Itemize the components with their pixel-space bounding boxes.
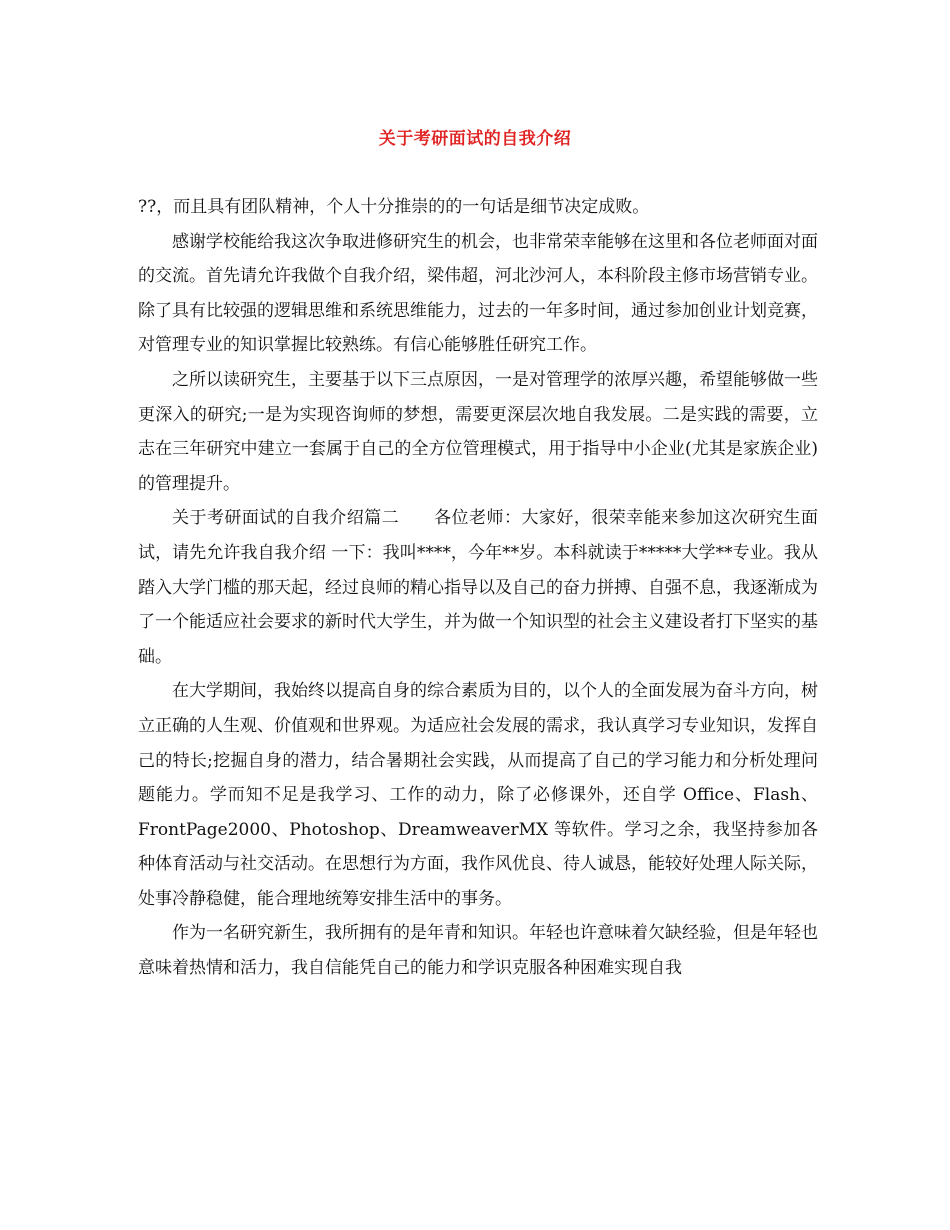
- paragraph-5: 在大学期间，我始终以提高自身的综合素质为目的，以个人的全面发展为奋斗方向，树立正确的人生观、价值观和世界观。为适应社会发展的需求，我认真学习专业知识，发挥自己的特长;挖掘自身的潜力，结合暑期社会实践，从而提高了自己的学习能力和分析处理问题能力。学而知不足是我学习、工作的动力，除了必修课外，还自学 Office、Flash、FrontPage2000、Photoshop、DreamweaverMX 等软件。学习之余，我坚持参加各种体育活动与社交活动。在思想行为方面，我作风优良、待人诚恳，能较好处理人际关际，处事冷静稳健，能合理地统筹安排生活中的事务。: [138, 681, 818, 909]
- document-body: [138, 190, 818, 986]
- paragraph-6: 作为一名研究新生，我所拥有的是年青和知识。年轻也许意味着欠缺经验，但是年轻也意味着热情和活力，我自信能凭自己的能力和学识克服各种困难实现自我: [138, 923, 818, 979]
- document-title: 关于考研面试的自我介绍: [378, 129, 572, 149]
- paragraph-1: ??，而且具有团队精神，个人十分推崇的的一句话是细节决定成败。: [138, 197, 650, 217]
- paragraph-4: 关于考研面试的自我介绍篇二 各位老师：大家好，很荣幸能来参加这次研究生面试，请先允许我自我介绍 一下：我叫****，今年**岁。本科就读于*****大学**专业。我从踏入大学门槛的那天起，经过良师的精心指导以及自己的奋力拼搏、自强不息，我逐渐成为了一个能适应社会要求的新时代大学生，并为做一个知识型的社会主义建设者打下坚实的基础。: [138, 508, 818, 667]
- paragraph-3: 之所以读研究生，主要基于以下三点原因，一是对管理学的浓厚兴趣，希望能够做一些更深入的研究;一是为实现咨询师的梦想，需要更深层次地自我发展。二是实践的需要，立志在三年研究中建立一套属于自己的全方位管理模式，用于指导中小企业(尤其是家族企业)的管理提升。: [138, 369, 818, 494]
- paragraph-2: 感谢学校能给我这次争取进修研究生的机会，也非常荣幸能够在这里和各位老师面对面的交流。首先请允许我做个自我介绍，梁伟超，河北沙河人，本科阶段主修市场营销专业。除了具有比较强的逻辑思维和系统思维能力，过去的一年多时间，通过参加创业计划竞赛，对管理专业的知识掌握比较熟练。有信心能够胜任研究工作。: [138, 231, 818, 356]
